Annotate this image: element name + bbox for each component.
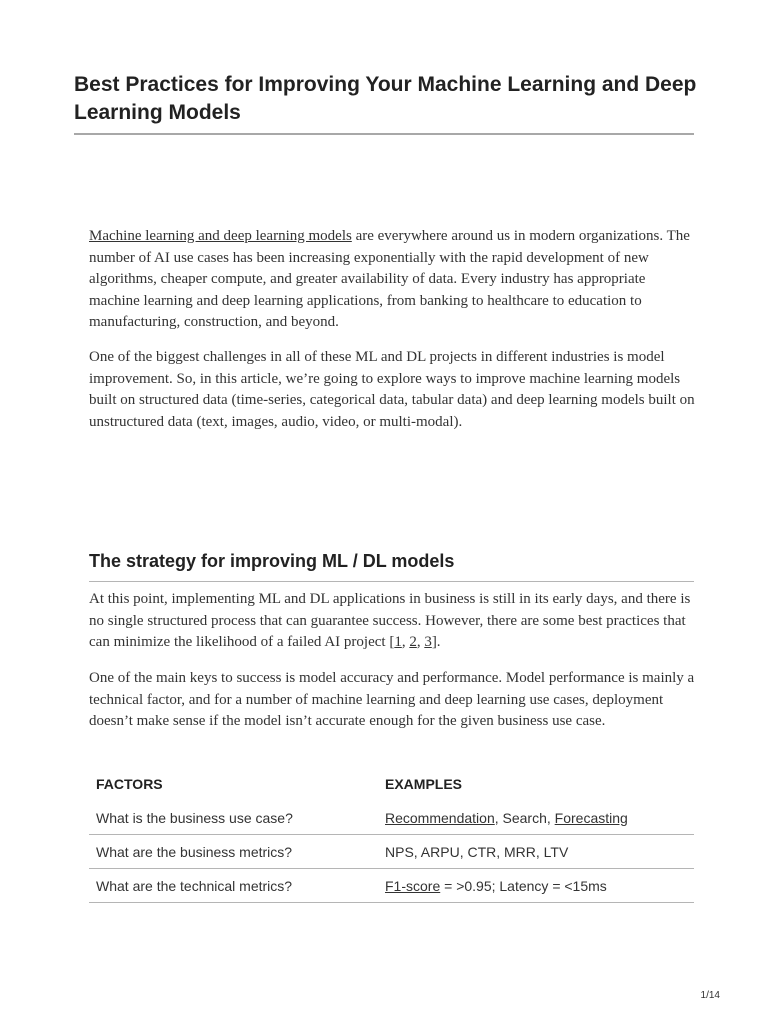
f1-score-link[interactable]: F1-score <box>385 877 441 894</box>
reference-link-3[interactable]: 3 <box>424 634 432 651</box>
table-header-row <box>89 767 694 801</box>
examples-cell <box>378 801 694 835</box>
reference-separator: , <box>401 634 410 651</box>
document-title: Best Practices for Improving Your Machine Learning and Deep Learning Models <box>74 73 697 124</box>
section-paragraph-2: One of the main keys to success is model accuracy and performance. Model performance is mainly a technical factor, and for a number of machine learning and deep learning use cases, deployment doesn’t make sense if the model isn’t accurate enough for the given business use case. <box>89 670 695 730</box>
forecasting-link[interactable]: Forecasting <box>554 809 628 826</box>
factor-cell: What are the business metrics? <box>89 835 378 869</box>
title-divider <box>74 133 694 135</box>
header-examples: EXAMPLES <box>385 776 463 792</box>
section-divider <box>89 581 694 582</box>
factor-cell: What is the business use case? <box>89 801 378 835</box>
examples-cell: NPS, ARPU, CTR, MRR, LTV <box>378 835 694 869</box>
recommendation-link[interactable]: Recommendation <box>385 809 495 826</box>
intro-paragraph-1 <box>89 226 699 334</box>
examples-text: = >0.95; Latency = <15ms <box>440 877 607 894</box>
table-row <box>89 835 694 869</box>
reference-link-1[interactable]: 1 <box>394 634 402 651</box>
reference-close: ]. <box>431 634 441 651</box>
ml-dl-models-link[interactable]: Machine learning and deep learning models <box>89 228 352 244</box>
reference-separator: , <box>416 634 425 651</box>
header-factors: FACTORS <box>96 776 163 792</box>
table-row <box>89 869 694 903</box>
section-heading: The strategy for improving ML / DL models <box>89 551 455 571</box>
examples-text: , Search, <box>494 809 555 826</box>
factors-table <box>89 767 694 903</box>
intro-paragraph-1-text: are everywhere around us in modern organizations. The number of AI use cases has been increasing exponentially with the rapid development of new algorithms, cheaper compute, and greater availability of data. Every industry has appropriate machine learning and deep learning applications, from banking to healthcare to education to manufacturing, construction, and beyond. <box>89 228 690 331</box>
factor-cell: What are the technical metrics? <box>89 869 378 903</box>
examples-cell <box>378 869 694 903</box>
table-row <box>89 801 694 835</box>
reference-link-2[interactable]: 2 <box>409 634 417 651</box>
intro-paragraph-2: One of the biggest challenges in all of these ML and DL projects in different industries is model improvement. So, in this article, we’re going to explore ways to improve machine learning models built on structured data (time-series, categorical data, tabular data) and deep learning models built on unstructured data (text, images, audio, video, or multi-modal). <box>89 349 695 430</box>
section-paragraph-1-text: At this point, implementing ML and DL applications in business is still in its early days, and there is no single structured process that can guarantee success. However, there are some best practices that can minimize the likelihood of a failed AI project [ <box>89 591 691 651</box>
section-paragraph-1 <box>89 589 699 654</box>
page-number: 1/14 <box>700 990 720 1001</box>
